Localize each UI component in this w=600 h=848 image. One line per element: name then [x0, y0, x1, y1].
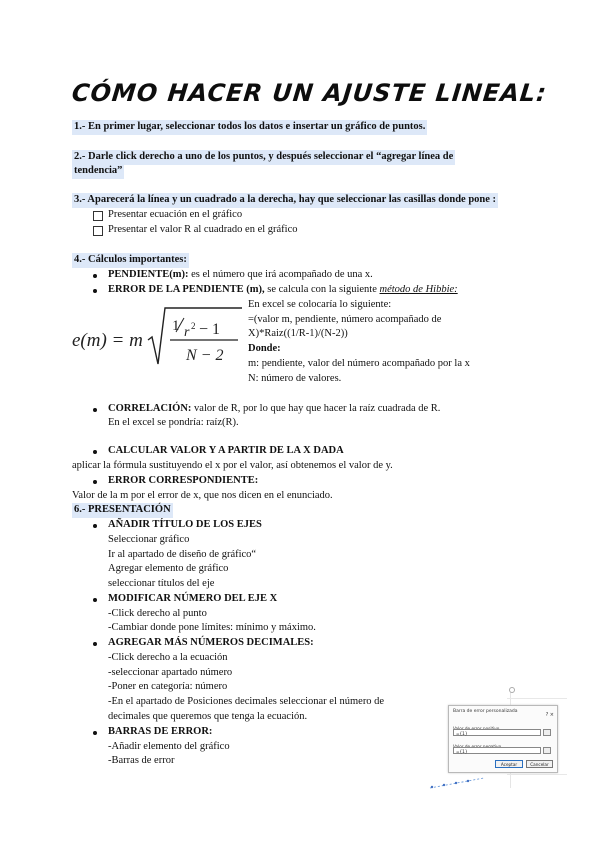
item-pendiente	[108, 268, 373, 283]
bullet-icon	[93, 480, 97, 484]
bullet-icon	[93, 289, 97, 293]
modify-x-axis-label: MODIFICAR NÚMERO DEL EJE X	[108, 593, 278, 604]
error-bars-step-2: -Barras de error	[108, 755, 175, 766]
step-6: 6.- PRESENTACIÓN	[72, 503, 173, 518]
bullet-icon	[93, 731, 97, 735]
negative-range-picker-icon[interactable]	[543, 747, 551, 754]
donde-n: N: número de valores.	[248, 373, 342, 384]
decimals-step-2: -seleccionar apartado número	[108, 667, 233, 678]
excel-line-1: En excel se colocaría lo siguiente:	[248, 299, 392, 310]
checkbox-show-r-squared[interactable]	[93, 226, 103, 236]
item-correlacion	[108, 402, 440, 417]
bullet-icon	[93, 408, 97, 412]
error-bars-label: BARRAS DE ERROR:	[108, 726, 213, 737]
item-error-pendiente	[108, 283, 458, 298]
modify-x-axis-step-1: -Click derecho al punto	[108, 608, 207, 619]
formula-svg	[72, 298, 244, 376]
formula-den: N − 2	[186, 347, 224, 364]
dialog-close-icon[interactable]: ? ×	[545, 712, 554, 718]
formula-num-exp: 2	[191, 321, 196, 331]
correlacion-text: valor de R, por lo que hay que hacer la raíz cuadrada de R.	[191, 403, 441, 414]
decimals-step-1: -Click derecho a la ecuación	[108, 652, 228, 663]
decimals-label: AGREGAR MÁS NÚMEROS DECIMALES:	[108, 637, 314, 648]
correlacion-line-2: En el excel se pondría: raíz(R).	[108, 417, 239, 428]
ok-button[interactable]: Aceptar	[495, 760, 523, 768]
bullet-icon	[93, 642, 97, 646]
step-4: 4.- Cálculos importantes:	[72, 253, 189, 268]
error-pendiente-text: se calcula con la siguiente	[264, 284, 380, 295]
error-formula	[72, 298, 244, 376]
error-bars-step-1: -Añadir elemento del gráfico	[108, 741, 230, 752]
bullet-icon	[93, 524, 97, 528]
error-correspondiente-label: ERROR CORRESPONDIENTE:	[108, 475, 259, 486]
negative-error-input[interactable]: ={1}	[453, 747, 541, 754]
checkbox-show-equation[interactable]	[93, 211, 103, 221]
chart-handle-icon	[509, 687, 515, 693]
formula-num-one: 1	[172, 318, 180, 334]
custom-error-bar-dialog	[448, 705, 558, 773]
step-2-line-2: tendencia”	[72, 164, 124, 179]
dialog-title: Barra de error personalizada	[453, 709, 518, 714]
modify-x-axis-step-2: -Cambiar donde pone límites: mínimo y máximo.	[108, 622, 316, 633]
bullet-icon	[93, 450, 97, 454]
bullet-icon	[93, 274, 97, 278]
option-show-r-squared: Presentar el valor R al cuadrado en el gráfico	[108, 224, 298, 235]
positive-range-picker-icon[interactable]	[543, 729, 551, 736]
axis-titles-step-3: Agregar elemento de gráfico	[108, 563, 229, 574]
donde-m: m: pendiente, valor del número acompañado por la x	[248, 358, 470, 369]
decimals-step-3: -Poner en categoría: número	[108, 681, 228, 692]
step-1: 1.- En primer lugar, seleccionar todos los datos e insertar un gráfico de puntos.	[72, 120, 427, 135]
axis-titles-step-1: Seleccionar gráfico	[108, 534, 190, 545]
decimals-step-4: -En el apartado de Posiciones decimales seleccionar el número de	[108, 696, 385, 707]
step-3: 3.- Aparecerá la línea y un cuadrado a la derecha, hay que seleccionar las casillas donde pone :	[72, 193, 498, 208]
decimals-step-5: decimales que queremos que tenga la ecuación.	[108, 711, 308, 722]
chart-points-fragment	[424, 772, 494, 794]
axis-titles-step-2: Ir al apartado de diseño de gráfico“	[108, 549, 257, 560]
bullet-icon	[93, 598, 97, 602]
positive-error-input[interactable]: ={1}	[453, 729, 541, 736]
page-title: CÓMO HACER UN AJUSTE LINEAL:	[70, 79, 549, 107]
formula-lhs: e(m) = m	[72, 330, 143, 351]
formula-num-r: r	[184, 325, 190, 340]
step-2-line-1: 2.- Darle click derecho a uno de los puntos, y después seleccionar el “agregar línea de	[72, 150, 455, 165]
donde-label: Donde:	[248, 343, 281, 354]
error-pendiente-label: ERROR DE LA PENDIENTE (m),	[108, 284, 265, 295]
option-show-equation: Presentar ecuación en el gráfico	[108, 209, 243, 220]
axis-titles-label: AÑADIR TÍTULO DE LOS EJES	[108, 519, 262, 530]
cancel-button[interactable]: Cancelar	[526, 760, 553, 768]
axis-titles-step-4: seleccionar títulos del eje	[108, 578, 215, 589]
pendiente-label: PENDIENTE(m):	[108, 269, 189, 280]
calcular-y-label: CALCULAR VALOR Y A PARTIR DE LA X DADA	[108, 445, 344, 456]
pendiente-text: es el número que irá acompañado de una x.	[188, 269, 373, 280]
excel-line-2: =(valor m, pendiente, número acompañado de	[248, 314, 442, 325]
formula-num-minus: − 1	[199, 321, 221, 338]
calcular-y-text: aplicar la fórmula sustituyendo el x por el valor, así obtenemos el valor de y.	[72, 460, 393, 471]
hibbie-method-link[interactable]: método de Hibbie:	[379, 284, 458, 295]
correlacion-label: CORRELACIÓN:	[108, 403, 192, 414]
error-correspondiente-text: Valor de la m por el error de x, que nos dicen en el enunciado.	[72, 490, 333, 501]
excel-line-3: X)*Raiz((1/R-1)/(N-2))	[248, 328, 348, 339]
